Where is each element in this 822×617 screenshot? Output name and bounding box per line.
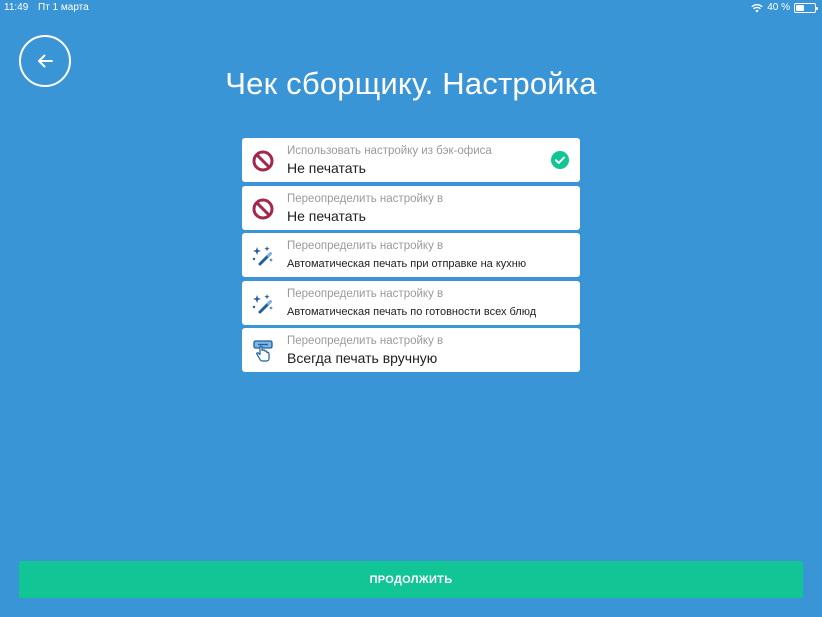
option-always-manual-print[interactable] [242, 328, 580, 372]
option-value: Автоматическая печать по готовности всех блюд [287, 305, 537, 318]
wifi-icon [751, 3, 763, 13]
status-bar [0, 0, 822, 16]
option-backoffice-no-print[interactable] [242, 138, 580, 182]
option-caption: Переопределить настройку в [287, 335, 444, 347]
battery-icon [794, 3, 816, 13]
option-list [242, 138, 580, 376]
checkmark-icon [551, 151, 569, 169]
option-value: Не печатать [287, 207, 366, 224]
option-caption: Переопределить настройку в [287, 287, 444, 300]
option-value: Автоматическая печать при отправке на кухню [287, 258, 527, 270]
option-caption: Использовать настройку из бэк-офиса [287, 145, 492, 157]
status-indicators [751, 0, 816, 16]
option-override-no-print[interactable] [242, 186, 580, 230]
status-time: 11:49 [4, 2, 29, 13]
option-value: Всегда печать вручную [287, 350, 438, 366]
magic-wand-icon [251, 244, 275, 268]
continue-button[interactable]: ПРОДОЛЖИТЬ [19, 561, 803, 598]
battery-level [796, 5, 804, 11]
option-caption: Переопределить настройку в [287, 240, 444, 252]
page-title: Чек сборщику. Настройка [225, 66, 597, 101]
status-date: Пт 1 марта [38, 2, 89, 13]
battery-percent: 40 % [767, 2, 790, 13]
option-auto-print-on-send[interactable] [242, 233, 580, 277]
hand-print-icon [251, 339, 275, 363]
option-auto-print-when-ready[interactable] [242, 281, 580, 325]
option-value: Не печатать [287, 160, 366, 176]
no-entry-icon [251, 197, 275, 221]
magic-wand-icon [251, 292, 275, 316]
no-entry-icon [251, 149, 275, 173]
option-caption: Переопределить настройку в [287, 192, 444, 205]
